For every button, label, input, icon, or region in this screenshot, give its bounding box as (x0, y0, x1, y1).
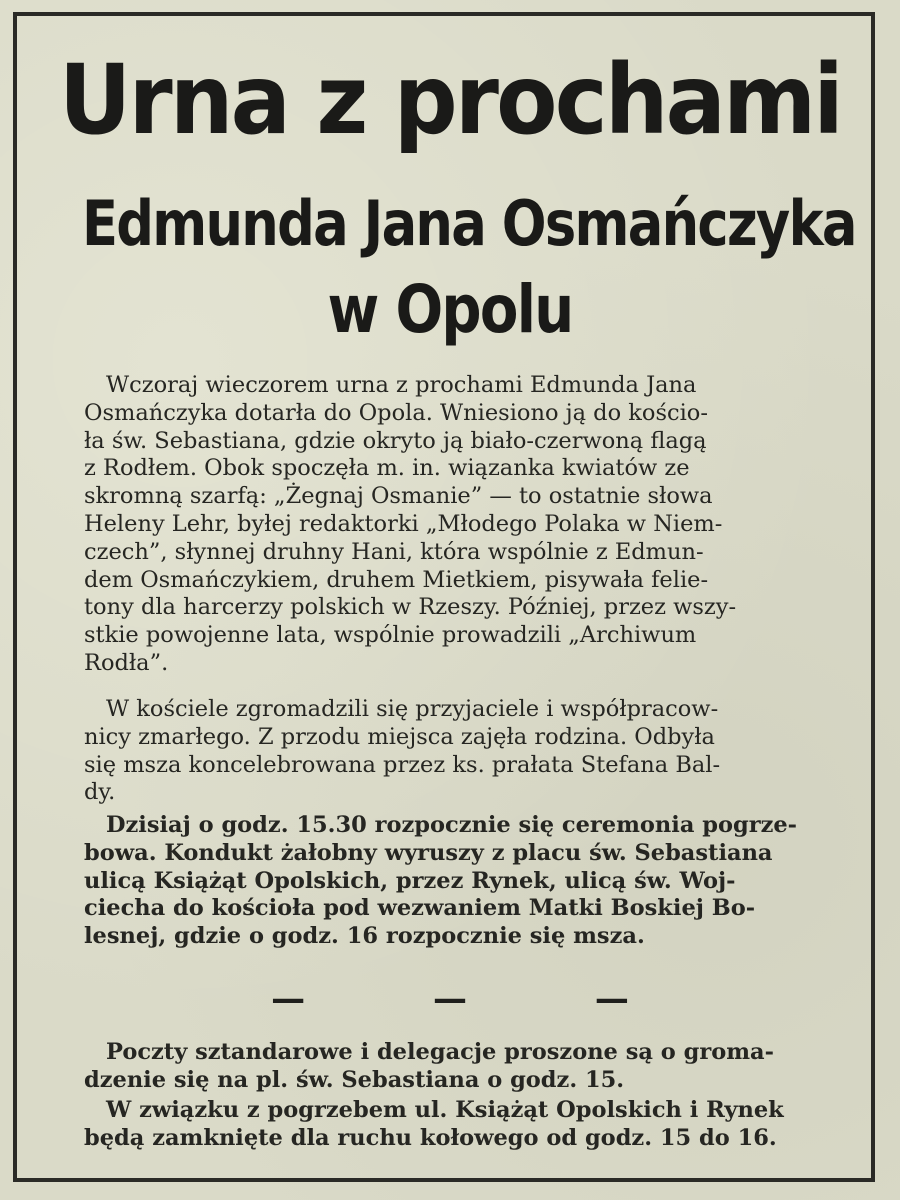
text-line: dem Osmańczykiem, druhem Mietkiem, pisywała felie- (84, 566, 709, 593)
text-line: Rodła”. (84, 649, 169, 676)
text-line: W związku z pogrzebem ul. Książąt Opolskich i Rynek (106, 1097, 784, 1123)
text-line: tony dla harcerzy polskich w Rzeszy. Później, przez wszy- (84, 594, 737, 621)
paragraph-church-mass (84, 696, 856, 807)
paragraph-delegations (84, 1039, 856, 1095)
text-line: skromną szarfą: „Żegnaj Osmanie” — to ostatnie słowa (84, 483, 713, 510)
text-line: z Rodłem. Obok spoczęła m. in. wiązanka kwiatów ze (84, 455, 690, 482)
text-line: Dzisiaj o godz. 15.30 rozpocznie się ceremonia pogrze- (106, 812, 797, 838)
paragraph-urn-arrival (84, 372, 856, 678)
text-line: będą zamknięte dla ruchu kołowego od godz. 15 do 16. (84, 1124, 777, 1151)
text-line: Heleny Lehr, byłej redaktorki „Młodego Polaka w Niem- (84, 510, 723, 537)
text-line: lesnej, gdzie o godz. 16 rozpocznie się msza. (84, 923, 645, 950)
text-line: ła św. Sebastiana, gdzie okryto ją biało-czerwoną flagą (84, 427, 707, 454)
text-line: się msza koncelebrowana przez ks. prałata Stefana Bal- (84, 751, 721, 778)
headline-line-2: Edmunda Jana Osmańczyka (81, 187, 856, 260)
headline-line-1: Urna z prochami (58, 44, 842, 156)
text-line: Poczty sztandarowe i delegacje proszone są o groma- (106, 1039, 774, 1065)
text-line: stkie powojenne lata, wspólnie prowadzili „Archiwum (84, 622, 697, 649)
text-line: ulicą Książąt Opolskich, przez Rynek, ulicą św. Woj- (84, 867, 736, 894)
paragraph-funeral-ceremony (84, 812, 856, 951)
section-separator: — — — (271, 979, 687, 1019)
text-line: ciecha do kościoła pod wezwaniem Matki Boskiej Bo- (84, 895, 756, 922)
text-line: dy. (84, 779, 116, 806)
headline-line-3: w Opolu (327, 271, 573, 348)
paragraph-road-closure (84, 1097, 856, 1153)
text-line: czech”, słynnej druhny Hani, która wspólnie z Edmun- (84, 538, 704, 565)
text-line: Osmańczyka dotarła do Opola. Wniesiono ją do kościo- (84, 399, 708, 426)
text-line: Wczoraj wieczorem urna z prochami Edmunda Jana (106, 372, 697, 398)
text-line: dzenie się na pl. św. Sebastiana o godz. 15. (84, 1066, 625, 1093)
text-line: W kościele zgromadzili się przyjaciele i współpracow- (106, 696, 719, 722)
text-line: bowa. Kondukt żałobny wyruszy z placu św. Sebastiana (84, 839, 773, 866)
text-line: nicy zmarłego. Z przodu miejsca zajęła rodzina. Odbyła (84, 723, 715, 750)
